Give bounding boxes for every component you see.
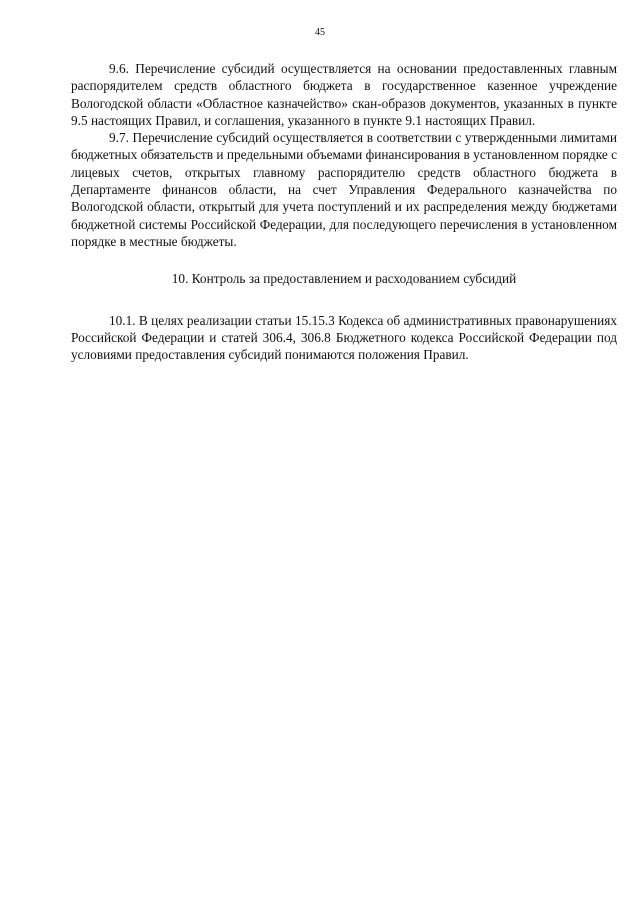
paragraph-9-7: 9.7. Перечисление субсидий осуществляется в соответствии с утвержденными лимитами бюджетных обязательств и предельными объемами финансирования в установленном порядке с лицевых счетов, открытых главному распорядителю средств областного бюджета в Департаменте финансов области, на счет Управления Федерального казначейства по Вологодской области, открытый для учета поступлений и их распределения между бюджетами бюджетной системы Российской Федерации, для последующего перечисления в установленном порядке в местные бюджеты.	[71, 130, 617, 249]
document-body	[71, 60, 617, 363]
paragraph-9-6: 9.6. Перечисление субсидий осуществляется на основании предоставленных главным распорядителем средств областного бюджета в государственное казенное учреждение Вологодской области «Областное казначейство» скан-образов документов, указанных в пункте 9.5 настоящих Правил, и соглашения, указанного в пункте 9.1 настоящих Правил.	[71, 61, 617, 128]
paragraph-10-1: 10.1. В целях реализации статьи 15.15.3 Кодекса об административных правонарушениях Российской Федерации и статей 306.4, 306.8 Бюджетного кодекса Российской Федерации под условиями предоставления субсидий понимаются положения Правил.	[71, 312, 617, 363]
section-10-heading: 10. Контроль за предоставлением и расходованием субсидий	[171, 271, 517, 287]
page-number: 45	[315, 27, 325, 38]
